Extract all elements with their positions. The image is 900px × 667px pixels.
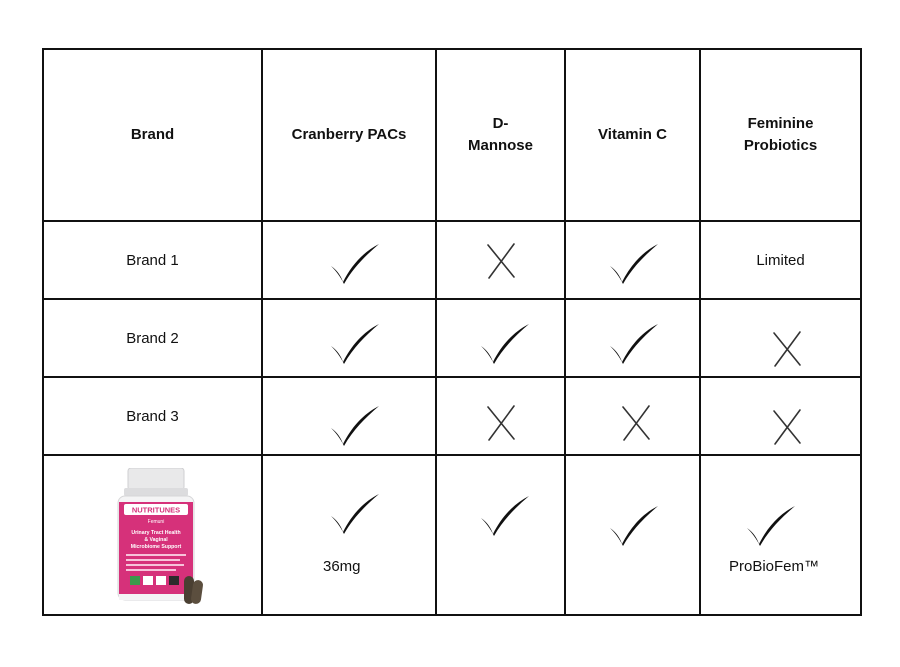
brand-name: Brand 2 — [43, 299, 262, 377]
brand-name: Brand 3 — [43, 377, 262, 455]
check-icon — [479, 322, 531, 371]
vitamin-c-cell — [565, 377, 700, 455]
header-cranberry-pacs: Cranberry PACs — [262, 49, 436, 221]
header-row — [43, 49, 861, 221]
d-mannose-cell — [436, 221, 565, 299]
check-icon — [479, 494, 531, 543]
check-icon — [329, 404, 381, 453]
header-d-mannose: D- Mannose — [436, 49, 565, 221]
probiotics-cell — [700, 455, 861, 615]
vitamin-c-cell — [565, 299, 700, 377]
check-icon — [745, 504, 797, 553]
header-feminine-probiotics: Feminine Probiotics — [700, 49, 861, 221]
probiotics-cell — [700, 299, 861, 377]
vitamin-c-cell — [565, 455, 700, 615]
product-line-label: Femuni — [147, 519, 165, 525]
cross-icon — [485, 242, 517, 285]
check-icon — [329, 242, 381, 291]
cross-icon — [620, 404, 652, 447]
cross-icon — [771, 408, 803, 451]
d-mannose-cell — [436, 377, 565, 455]
cranberry-amount: 36mg — [323, 558, 361, 575]
svg-text:Microbiome Support: Microbiome Support — [130, 544, 182, 550]
header-vitamin-c: Vitamin C — [565, 49, 700, 221]
product-image-cell — [43, 455, 262, 615]
svg-text:& Vaginal: & Vaginal — [144, 537, 168, 543]
check-icon — [329, 492, 381, 541]
table-row — [43, 377, 861, 455]
check-icon — [608, 242, 660, 291]
cranberry-cell — [262, 221, 436, 299]
table-row — [43, 299, 861, 377]
check-icon — [608, 504, 660, 553]
probiotics-name: ProBioFem™ — [729, 558, 820, 575]
d-mannose-cell — [436, 299, 565, 377]
table-row — [43, 221, 861, 299]
probiotics-cell — [700, 377, 861, 455]
cross-icon — [771, 330, 803, 373]
cranberry-cell — [262, 455, 436, 615]
check-icon — [608, 322, 660, 371]
vitamin-c-cell — [565, 221, 700, 299]
d-mannose-cell — [436, 455, 565, 615]
featured-row — [43, 455, 861, 615]
product-brand-label: NUTRITUNES — [131, 505, 181, 515]
header-brand: Brand — [43, 49, 262, 221]
svg-text:Urinary Tract Health: Urinary Tract Health — [131, 530, 181, 536]
cross-icon — [485, 404, 517, 447]
check-icon — [329, 322, 381, 371]
cranberry-cell — [262, 299, 436, 377]
probiotics-text: Limited — [700, 221, 861, 299]
brand-name: Brand 1 — [43, 221, 262, 299]
comparison-table — [42, 48, 862, 616]
product-bottle-image — [112, 468, 204, 611]
cranberry-cell — [262, 377, 436, 455]
